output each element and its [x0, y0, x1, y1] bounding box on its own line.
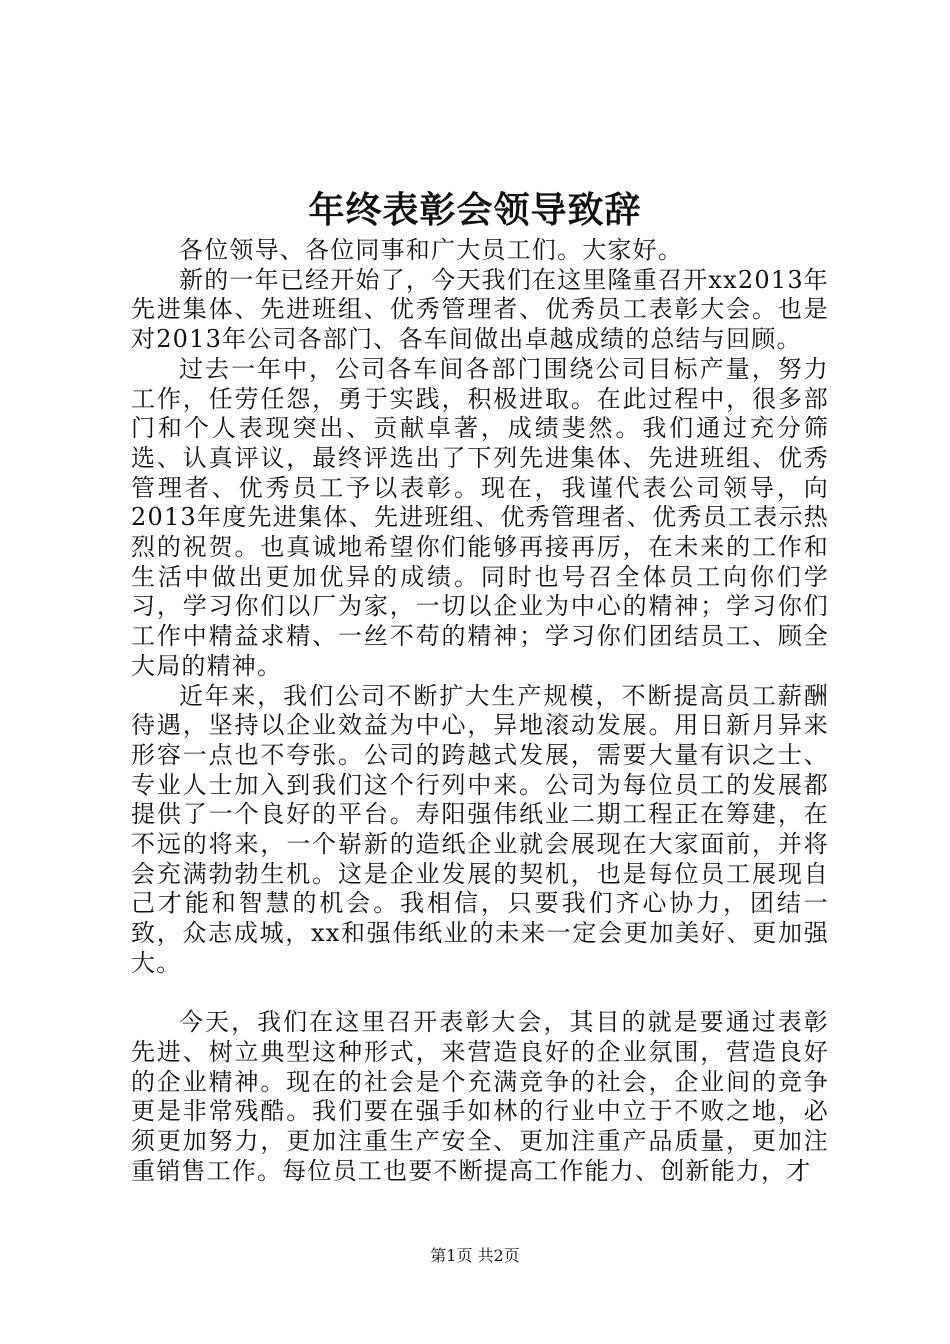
paragraph-purpose: 今天，我们在这里召开表彰大会，其目的就是要通过表彰先进、树立典型这种形式，来营造良好的企业氛围，营造良好的企业精神。现在的社会是个充满竞争的社会，企业间的竞争更是非常残酷。我们要在强手如林的行业中立于不败之地，必须更加努力，更加注重生产安全、更加注重产品质量，更加注重销售工作。每位员工也要不断提高工作能力、创新能力，才	[131, 1008, 829, 1185]
page-number: 第1页 共2页	[430, 1246, 520, 1265]
paragraph-review: 过去一年中，公司各车间各部门围绕公司目标产量，努力工作，任劳任怨，勇于实践，积极进取。在此过程中，很多部门和个人表现突出、贡献卓著，成绩斐然。我们通过充分筛选、认真评议，最终评选出了下列先进集体、先进班组、优秀管理者、优秀员工予以表彰。现在，我谨代表公司领导，向2013年度先进集体、先进班组、优秀管理者、优秀员工表示热烈的祝贺。也真诚地希望你们能够再接再厉，在未来的工作和生活中做出更加优异的成绩。同时也号召全体员工向你们学习，学习你们以厂为家，一切以企业为中心的精神；学习你们工作中精益求精、一丝不苟的精神；学习你们团结员工、顾全大局的精神。	[131, 354, 829, 680]
paragraph-development: 近年来，我们公司不断扩大生产规模，不断提高员工薪酬待遇，坚持以企业效益为中心，异地滚动发展。用日新月异来形容一点也不夸张。公司的跨越式发展，需要大量有识之士、专业人士加入到我们这个行列中来。公司为每位员工的发展都提供了一个良好的平台。寿阳强伟纸业二期工程正在筹建，在不远的将来，一个崭新的造纸企业就会展现在大家面前，并将会充满勃勃生机。这是企业发展的契机，也是每位员工展现自己才能和智慧的机会。我相信，只要我们齐心协力，团结一致，众志成城，xx和强伟纸业的未来一定会更加美好、更加强大。	[131, 681, 829, 977]
paragraph-opening: 新的一年已经开始了，今天我们在这里隆重召开xx2013年先进集体、先进班组、优秀管理者、优秀员工表彰大会。也是对2013年公司各部门、各车间做出卓越成绩的总结与回顾。	[131, 265, 829, 354]
paragraph-greeting: 各位领导、各位同事和广大员工们。大家好。	[179, 236, 683, 264]
document-title: 年终表彰会领导致辞	[308, 189, 642, 231]
document-body	[131, 236, 829, 1186]
